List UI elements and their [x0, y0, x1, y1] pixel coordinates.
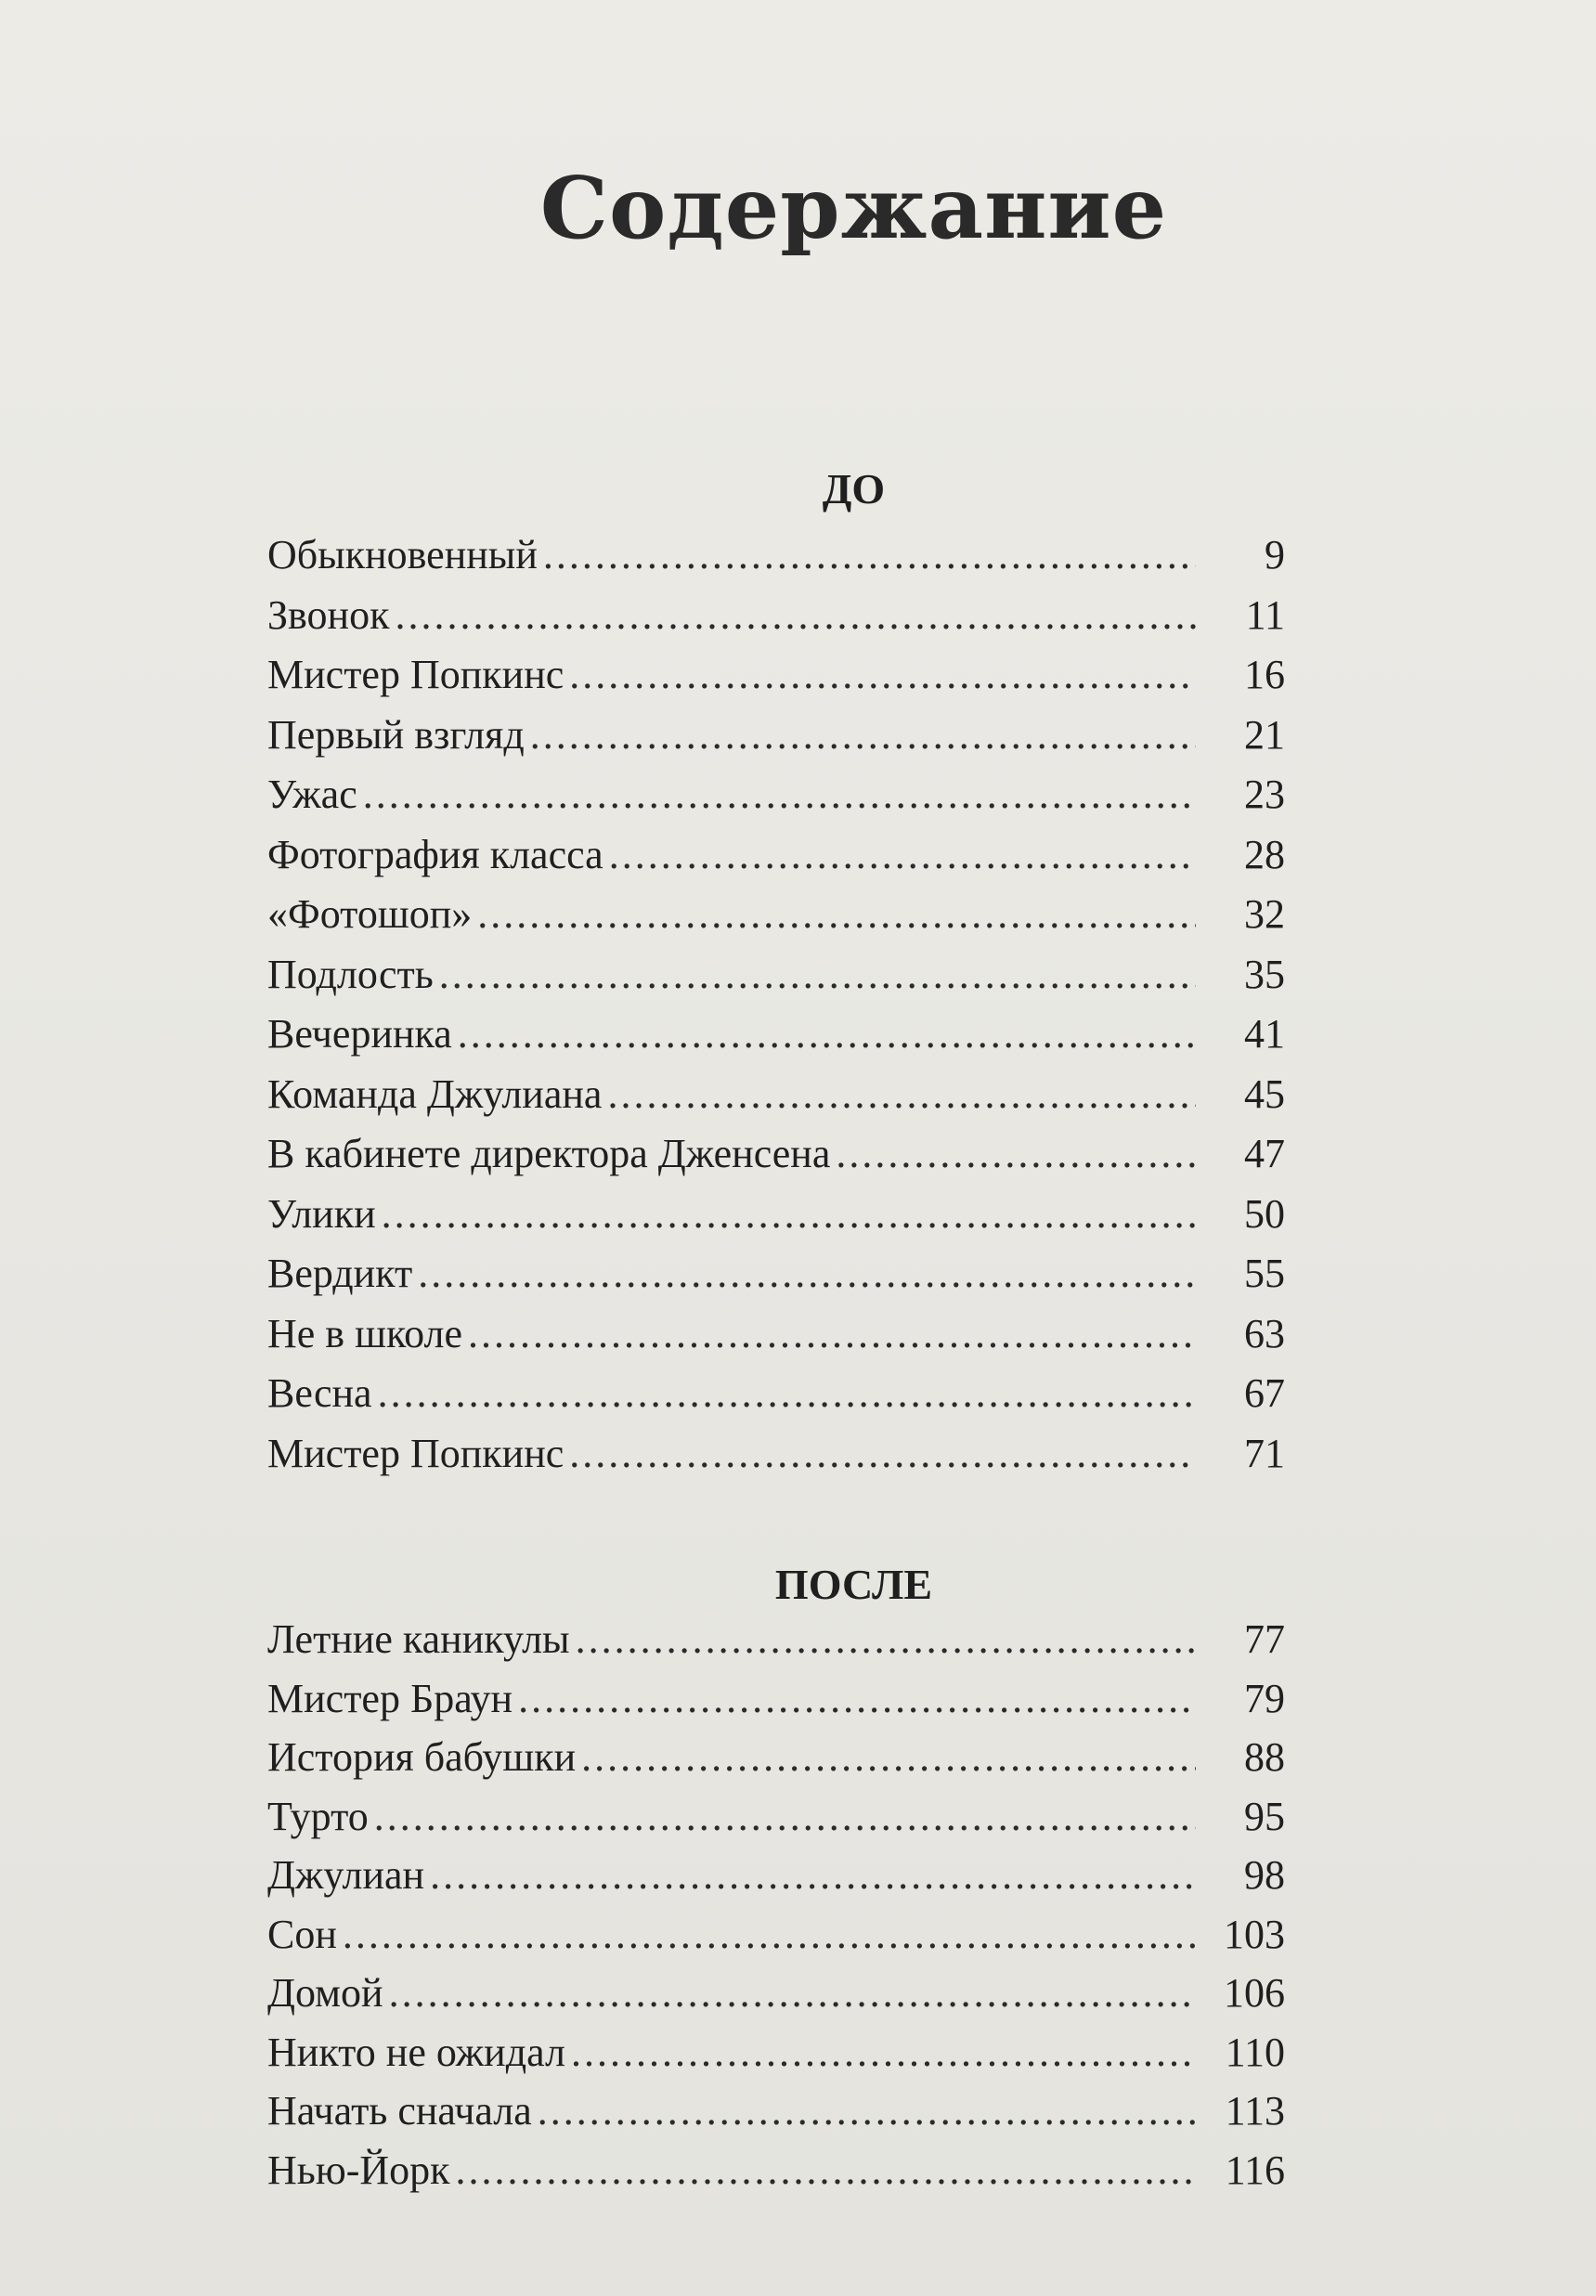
dot-leader [439, 951, 1196, 998]
entry-title: Обыкновенный [267, 532, 538, 577]
entry-title: Сон [267, 1911, 337, 1957]
entry-page-number: 79 [1244, 1675, 1285, 1721]
toc-entry [267, 951, 1285, 1011]
toc-list-do [267, 531, 1285, 1489]
entry-title: Турто [267, 1793, 369, 1839]
dot-leader [607, 1070, 1196, 1118]
entry-page-number: 55 [1244, 1251, 1285, 1296]
toc-entry [267, 1369, 1285, 1430]
entry-page-number: 110 [1225, 2029, 1285, 2075]
toc-entry [267, 1615, 1285, 1675]
entry-title: Ужас [267, 772, 357, 817]
entry-page-number: 77 [1244, 1616, 1285, 1662]
dot-leader [576, 1615, 1196, 1663]
toc-entry [267, 890, 1285, 951]
entry-page-number: 9 [1265, 532, 1285, 577]
entry-page-number: 98 [1244, 1852, 1285, 1898]
toc-entry [267, 2147, 1285, 2206]
entry-title: Мистер Попкинс [267, 652, 564, 697]
entry-title: Вечеринка [267, 1011, 452, 1057]
dot-leader [518, 1675, 1196, 1722]
entry-title: История бабушки [267, 1734, 577, 1780]
dot-leader [418, 1250, 1196, 1297]
toc-entry [267, 831, 1285, 891]
entry-page-number: 11 [1245, 591, 1285, 638]
toc-entry [267, 1911, 1285, 1970]
entry-page-number: 88 [1244, 1734, 1285, 1780]
toc-entry [267, 1010, 1285, 1070]
entry-title: Летние каникулы [267, 1616, 570, 1662]
dot-leader [569, 651, 1196, 698]
toc-entry [267, 1969, 1285, 2029]
toc-entry [267, 1851, 1285, 1911]
entry-page-number: 50 [1244, 1190, 1285, 1237]
entry-title: «Фотошоп» [267, 891, 473, 937]
entry-title: Команда Джулиана [267, 1070, 603, 1117]
entry-title: Звонок [267, 591, 390, 638]
dot-leader [374, 1793, 1196, 1840]
dot-leader [538, 2087, 1196, 2134]
toc-entry [267, 1675, 1285, 1734]
toc-entry [267, 1310, 1285, 1370]
toc-entry [267, 771, 1285, 831]
entry-title: Улики [267, 1190, 376, 1237]
dot-leader [378, 1369, 1196, 1417]
entry-page-number: 16 [1244, 652, 1285, 697]
dot-leader [389, 1969, 1196, 2017]
entry-title: Начать сначала [267, 2088, 532, 2134]
dot-leader [382, 1190, 1196, 1238]
entry-title: Никто не ожидал [267, 2029, 565, 2075]
entry-page-number: 23 [1244, 772, 1285, 817]
entry-page-number: 71 [1244, 1430, 1285, 1476]
dot-leader [569, 1430, 1196, 1477]
dot-leader [530, 711, 1196, 759]
dot-leader [458, 1010, 1196, 1057]
dot-leader [609, 831, 1196, 878]
section-heading-do: ДО [822, 465, 886, 512]
entry-title: Мистер Попкинс [267, 1430, 564, 1476]
toc-entry [267, 531, 1285, 591]
entry-page-number: 95 [1244, 1793, 1285, 1839]
dot-leader [477, 890, 1196, 938]
entry-page-number: 103 [1224, 1911, 1285, 1957]
toc-entry [267, 1733, 1285, 1793]
toc-entry [267, 1430, 1285, 1490]
page-title: Содержание [539, 158, 1168, 258]
entry-page-number: 67 [1244, 1370, 1285, 1416]
entry-title: Весна [267, 1370, 372, 1416]
toc-entry [267, 1190, 1285, 1251]
toc-entry [267, 591, 1285, 652]
toc-entry [267, 1793, 1285, 1852]
toc-entry [267, 651, 1285, 711]
entry-page-number: 28 [1244, 831, 1285, 877]
entry-title: Нью-Йорк [267, 2147, 450, 2193]
dot-leader [543, 531, 1196, 578]
entry-title: В кабинете директора Дженсена [267, 1131, 831, 1176]
dot-leader [571, 2029, 1196, 2076]
dot-leader [343, 1911, 1196, 1958]
toc-entry [267, 1130, 1285, 1190]
entry-title: Вердикт [267, 1251, 413, 1296]
dot-leader [456, 2147, 1196, 2194]
entry-title: Подлость [267, 951, 434, 997]
entry-page-number: 106 [1224, 1970, 1285, 2016]
dot-leader [363, 771, 1196, 818]
dot-leader [581, 1733, 1196, 1781]
entry-page-number: 116 [1225, 2147, 1285, 2193]
entry-title: Мистер Браун [267, 1675, 513, 1721]
toc-entry [267, 1070, 1285, 1131]
dot-leader [430, 1851, 1196, 1899]
entry-page-number: 32 [1244, 891, 1285, 937]
toc-entry [267, 2029, 1285, 2088]
entry-page-number: 45 [1244, 1070, 1285, 1117]
entry-page-number: 41 [1244, 1011, 1285, 1057]
entry-title: Первый взгляд [267, 711, 525, 758]
section-heading-posle: ПОСЛЕ [774, 1561, 933, 1608]
entry-title: Фотография класса [267, 831, 603, 877]
entry-title: Домой [267, 1970, 383, 2016]
toc-list-posle [267, 1615, 1285, 2205]
entry-page-number: 63 [1244, 1310, 1285, 1356]
toc-entry [267, 711, 1285, 772]
dot-leader [836, 1130, 1196, 1177]
dot-leader [468, 1310, 1196, 1357]
toc-entry [267, 1250, 1285, 1310]
entry-page-number: 113 [1225, 2088, 1285, 2134]
toc-entry [267, 2087, 1285, 2147]
entry-page-number: 21 [1244, 711, 1285, 758]
entry-page-number: 47 [1244, 1131, 1285, 1176]
entry-title: Не в школе [267, 1310, 463, 1356]
entry-title: Джулиан [267, 1852, 425, 1898]
dot-leader [395, 591, 1196, 639]
entry-page-number: 35 [1244, 951, 1285, 997]
